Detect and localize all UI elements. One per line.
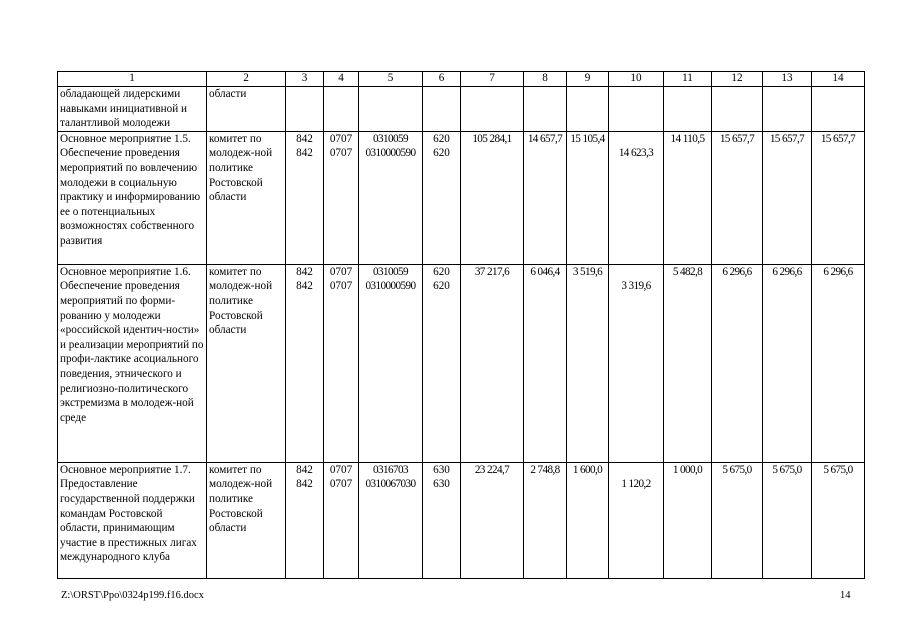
grbs-code: 842: [296, 132, 313, 145]
vr-code: 630: [433, 463, 450, 476]
csr-cell: [359, 462, 423, 578]
csr-code: 0310059: [373, 132, 408, 145]
year-cell: 6 296,6: [812, 264, 865, 462]
grbs-cell: [286, 131, 324, 264]
column-header: 12: [712, 72, 763, 87]
year-cell: [763, 87, 812, 132]
year-cell: 6 296,6: [763, 264, 812, 462]
year-cell: 1 000,0: [664, 462, 712, 578]
year-cell: [609, 87, 664, 132]
column-header: 11: [664, 72, 712, 87]
year-cell: [567, 87, 609, 132]
year-cell: 14 623,3: [609, 131, 664, 264]
year-cell: 5 675,0: [812, 462, 865, 578]
rzpr-code: 0707: [329, 147, 353, 160]
year-cell: 14 657,7: [524, 131, 567, 264]
rzpr-code: 0707: [329, 280, 353, 293]
total-cell: 37 217,6: [461, 264, 524, 462]
table-header-row: [58, 72, 865, 87]
vr-cell: [423, 131, 461, 264]
rzpr-cell: [324, 131, 359, 264]
column-header: 4: [324, 72, 359, 87]
rzpr-code: 0707: [329, 265, 353, 278]
column-header: 3: [286, 72, 324, 87]
csr-code: 0310059: [373, 265, 408, 278]
year-cell: 6 296,6: [712, 264, 763, 462]
table-row: [58, 87, 865, 132]
column-header: 5: [359, 72, 423, 87]
measure-name-cell: Основное мероприятие 1.7. Предоставление государственной поддержки командам Ростовской области, принимающим участие в престижных лигах международного клуба: [58, 462, 207, 578]
csr-cell: [359, 87, 423, 132]
measure-name-cell: Основное мероприятие 1.5. Обеспечение проведения мероприятий по вовлечению молодежи в социальную практику и информированию ее о потенциальных возможностях собственного развития: [58, 131, 207, 264]
year-cell: 5 482,8: [664, 264, 712, 462]
year-cell: 15 657,7: [763, 131, 812, 264]
year-cell: 1 120,2: [609, 462, 664, 578]
year-cell: 2 748,8: [524, 462, 567, 578]
executor-cell: области: [207, 87, 286, 132]
csr-code: 0316703: [373, 463, 408, 476]
table-row: [58, 264, 865, 462]
csr-code: 0310067030: [365, 478, 416, 491]
footer-file-path: Z:\ORST\Ppo\0324p199.f16.docx: [61, 590, 204, 601]
year-cell: 5 675,0: [763, 462, 812, 578]
rzpr-code: 0707: [329, 478, 353, 491]
grbs-code: 842: [296, 280, 313, 293]
year-cell: 1 600,0: [567, 462, 609, 578]
vr-cell: [423, 264, 461, 462]
grbs-cell: [286, 462, 324, 578]
year-cell: [524, 87, 567, 132]
year-cell: 6 046,4: [524, 264, 567, 462]
executor-cell: комитет по молодеж-ной политике Ростовской области: [207, 462, 286, 578]
grbs-code: 842: [296, 478, 313, 491]
table-row: [58, 131, 865, 264]
year-cell: 15 657,7: [812, 131, 865, 264]
vr-code: 630: [433, 478, 450, 491]
grbs-code: 842: [296, 147, 313, 160]
measure-name-cell: обладающей лидерскими навыками инициативной и талантливой молодежи: [58, 87, 207, 132]
measure-name-cell: Основное мероприятие 1.6. Обеспечение проведения мероприятий по форми-рованию у молодежи «российской идентич-ности» и реализации мероприятий по профи-лактике асоциального поведения, этнического и религиозно-политического экстремизма в молодеж-ной среде: [58, 264, 207, 462]
grbs-code: 842: [296, 265, 313, 278]
column-header: 10: [609, 72, 664, 87]
vr-code: 620: [433, 280, 450, 293]
total-cell: 23 224,7: [461, 462, 524, 578]
column-header: 1: [58, 72, 207, 87]
csr-code: 0310000590: [365, 280, 416, 293]
vr-code: 620: [433, 265, 450, 278]
total-cell: [461, 87, 524, 132]
year-cell: [712, 87, 763, 132]
year-cell: 15 105,4: [567, 131, 609, 264]
footer-page-number: 14: [840, 590, 851, 601]
total-cell: 105 284,1: [461, 131, 524, 264]
vr-cell: [423, 87, 461, 132]
column-header: 2: [207, 72, 286, 87]
column-header: 7: [461, 72, 524, 87]
rzpr-code: 0707: [329, 132, 353, 145]
year-cell: 3 319,6: [609, 264, 664, 462]
grbs-code: 842: [296, 463, 313, 476]
csr-cell: [359, 131, 423, 264]
column-header: 14: [812, 72, 865, 87]
column-header: 9: [567, 72, 609, 87]
rzpr-cell: [324, 462, 359, 578]
year-cell: [664, 87, 712, 132]
rzpr-cell: [324, 264, 359, 462]
executor-cell: комитет по молодеж-ной политике Ростовской области: [207, 264, 286, 462]
table-row: [58, 462, 865, 578]
csr-code: 0310000590: [365, 147, 416, 160]
grbs-cell: [286, 87, 324, 132]
year-cell: 15 657,7: [712, 131, 763, 264]
rzpr-code: 0707: [329, 463, 353, 476]
year-cell: 3 519,6: [567, 264, 609, 462]
year-cell: [812, 87, 865, 132]
csr-cell: [359, 264, 423, 462]
vr-code: 620: [433, 132, 450, 145]
column-header: 8: [524, 72, 567, 87]
grbs-cell: [286, 264, 324, 462]
year-cell: 14 110,5: [664, 131, 712, 264]
vr-code: 620: [433, 147, 450, 160]
budget-table: [57, 71, 865, 579]
year-cell: 5 675,0: [712, 462, 763, 578]
vr-cell: [423, 462, 461, 578]
column-header: 13: [763, 72, 812, 87]
rzpr-cell: [324, 87, 359, 132]
executor-cell: комитет по молодеж-ной политике Ростовской области: [207, 131, 286, 264]
column-header: 6: [423, 72, 461, 87]
